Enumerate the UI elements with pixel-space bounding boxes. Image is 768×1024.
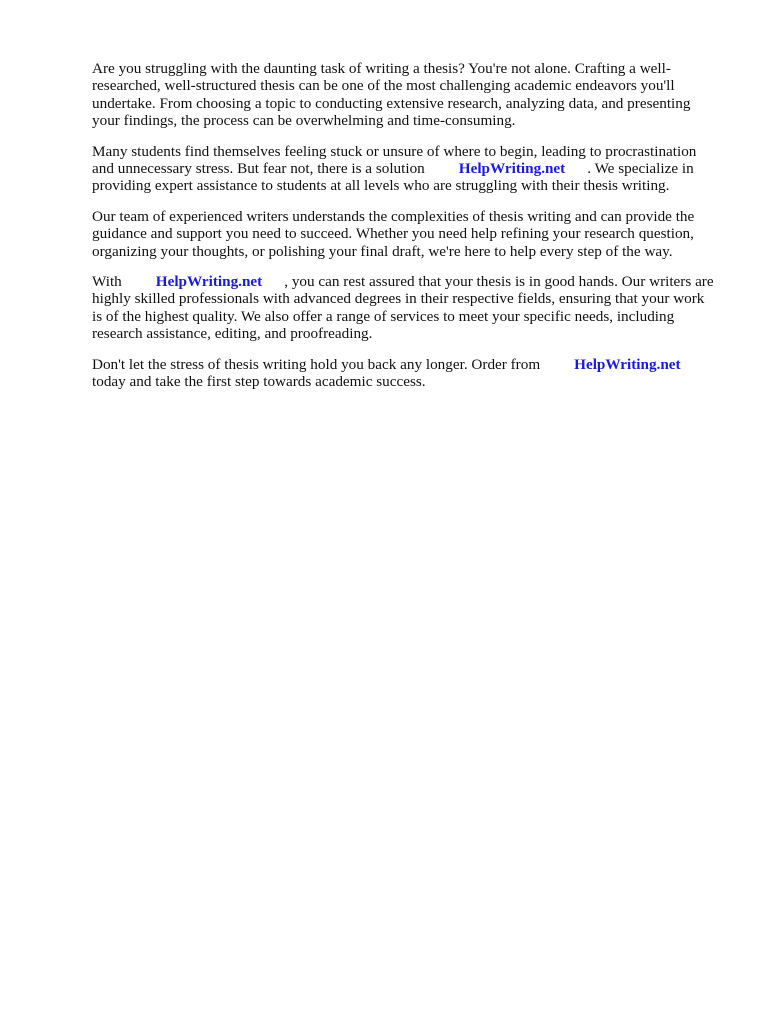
paragraph-intro [92, 60, 720, 130]
text-line: researched, well-structured thesis can be one of the most challenging academic endeavors you'll [92, 77, 675, 95]
text-line: undertake. From choosing a topic to conducting extensive research, analyzing data, and presenting [92, 94, 691, 112]
helpwriting-link[interactable]: HelpWriting.net [155, 273, 263, 291]
text-fragment: and unnecessary stress. But fear not, there is a solution [92, 160, 425, 178]
paragraph-team [92, 208, 720, 260]
text-fragment: With [92, 273, 122, 291]
helpwriting-link[interactable]: HelpWriting.net [458, 160, 566, 178]
text-line: today and take the first step towards academic success. [92, 373, 426, 391]
text-fragment: Don't let the stress of thesis writing hold you back any longer. Order from [92, 355, 541, 373]
text-line: Many students find themselves feeling stuck or unsure of where to begin, leading to procrastination [92, 142, 697, 160]
paragraph-order [92, 356, 720, 391]
text-line: your findings, the process can be overwhelming and time-consuming. [92, 112, 516, 130]
paragraph-solution [92, 143, 720, 195]
text-fragment: . We specialize in [587, 160, 694, 178]
text-line: Our team of experienced writers understands the complexities of thesis writing and can provide the [92, 207, 695, 225]
text-line [92, 160, 720, 177]
helpwriting-link[interactable]: HelpWriting.net [574, 355, 681, 373]
text-line: highly skilled professionals with advanced degrees in their respective fields, ensuring that your work [92, 290, 705, 308]
text-line: organizing your thoughts, or polishing your final draft, we're here to help every step of the way. [92, 242, 673, 260]
text-line: is of the highest quality. We also offer a range of services to meet your specific needs, including [92, 307, 675, 325]
text-line: Are you struggling with the daunting task of writing a thesis? You're not alone. Crafting a well- [92, 60, 671, 77]
paragraph-assurance [92, 273, 720, 343]
text-line [92, 356, 720, 373]
text-line: providing expert assistance to students at all levels who are struggling with their thesis writing. [92, 177, 670, 195]
text-line [92, 273, 720, 290]
text-line: research assistance, editing, and proofreading. [92, 325, 373, 343]
text-fragment: , you can rest assured that your thesis is in good hands. Our writers are [284, 273, 714, 291]
text-line: guidance and support you need to succeed. Whether you need help refining your research question, [92, 225, 694, 243]
